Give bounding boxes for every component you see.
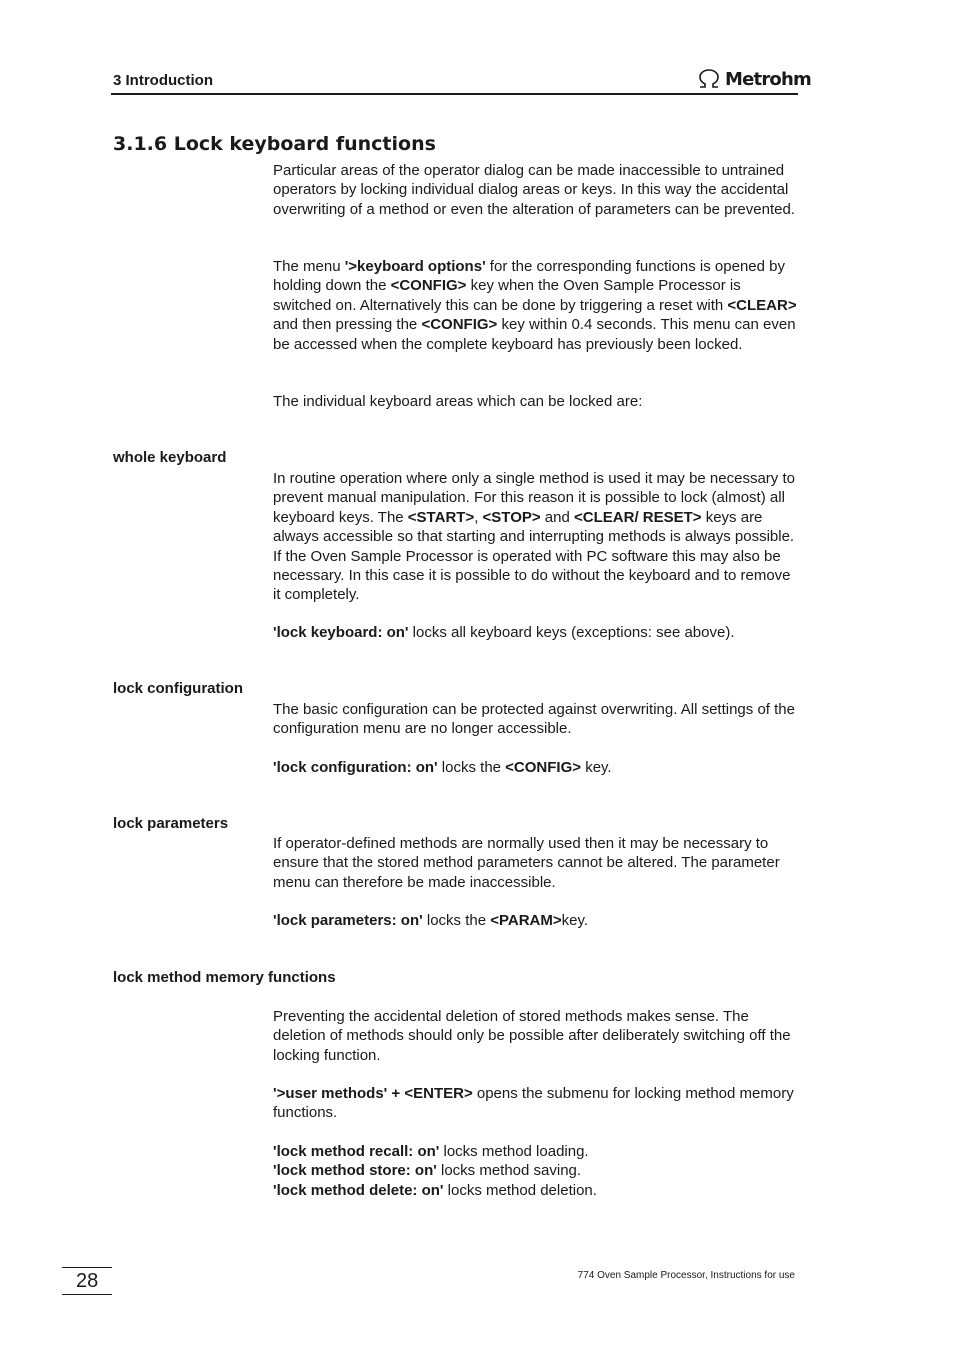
lock-configuration-paragraph: The basic configuration can be protected against overwriting. All settings of the configuration menu are no longer accessible. (273, 701, 795, 738)
intro-paragraph-1: Particular areas of the operator dialog can be made inaccessible to untrained operators by locking individual dialog areas or keys. In this way the accidental overwriting of a method or even the alteration of parameters can be prevented. (273, 162, 795, 218)
omega-icon (697, 69, 721, 89)
chapter-heading: 3 Introduction (113, 72, 213, 89)
section-title: 3.1.6 Lock keyboard functions (113, 133, 436, 155)
metrohm-logo (697, 68, 811, 90)
user-methods-instruction: '>user methods' + <ENTER> opens the submenu for locking method memory functions. (273, 1085, 794, 1122)
lock-method-memory-label: lock method memory functions (113, 969, 336, 986)
document-title: 774 Oven Sample Processor, Instructions for use (577, 1270, 795, 1281)
page-number: 28 (76, 1270, 99, 1292)
lock-parameters-label: lock parameters (113, 815, 229, 832)
lock-method-settings (273, 1142, 798, 1200)
whole-keyboard-label: whole keyboard (113, 449, 227, 466)
lock-configuration-label: lock configuration (113, 680, 244, 697)
lock-method-delete-line: 'lock method delete: on' locks method deletion. (273, 1181, 597, 1199)
lock-method-store-line: 'lock method store: on' locks method saving. (273, 1162, 582, 1180)
lock-keyboard-setting: 'lock keyboard: on' locks all keyboard keys (exceptions: see above). (273, 624, 735, 641)
lock-parameters-setting: 'lock parameters: on' locks the <PARAM>key. (273, 912, 589, 929)
whole-keyboard-paragraph: In routine operation where only a single method is used it may be necessary to prevent manual manipulation. For this reason it is possible to lock (almost) all keyboard keys. The <START>, <STOP> and <CLEAR/ RESET> keys are always accessible so that starting and interrupting methods is always possible. If the Oven Sample Processor is operated with PC software this may also be necessary. In this case it is possible to do without the keyboard and to remove it completely. (273, 470, 795, 604)
lock-configuration-setting: 'lock configuration: on' locks the <CONFIG> key. (273, 759, 612, 776)
page-number-top-rule (62, 1267, 112, 1268)
page-number-rule (62, 1294, 112, 1295)
lock-method-recall-line: 'lock method recall: on' locks method loading. (273, 1143, 589, 1160)
header-rule (111, 93, 798, 95)
intro-paragraph-2: The menu '>keyboard options' for the corresponding functions is opened by holding down the <CONFIG> key when the Oven Sample Processor is switched on. Alternatively this can be done by triggering a reset with <CLEAR> and then pressing the <CONFIG> key within 0.4 seconds. This menu can even be accessed when the complete keyboard has previously been locked. (273, 258, 797, 353)
lock-parameters-paragraph: If operator-defined methods are normally used then it may be necessary to ensure that the stored method parameters cannot be altered. The parameter menu can therefore be made inaccessible. (273, 835, 780, 891)
intro-paragraph-3: The individual keyboard areas which can be locked are: (273, 393, 643, 410)
logo-text: Metrohm (725, 68, 811, 90)
lock-method-memory-paragraph: Preventing the accidental deletion of stored methods makes sense. The deletion of methods should only be possible after deliberately switching off the locking function. (273, 1008, 791, 1064)
